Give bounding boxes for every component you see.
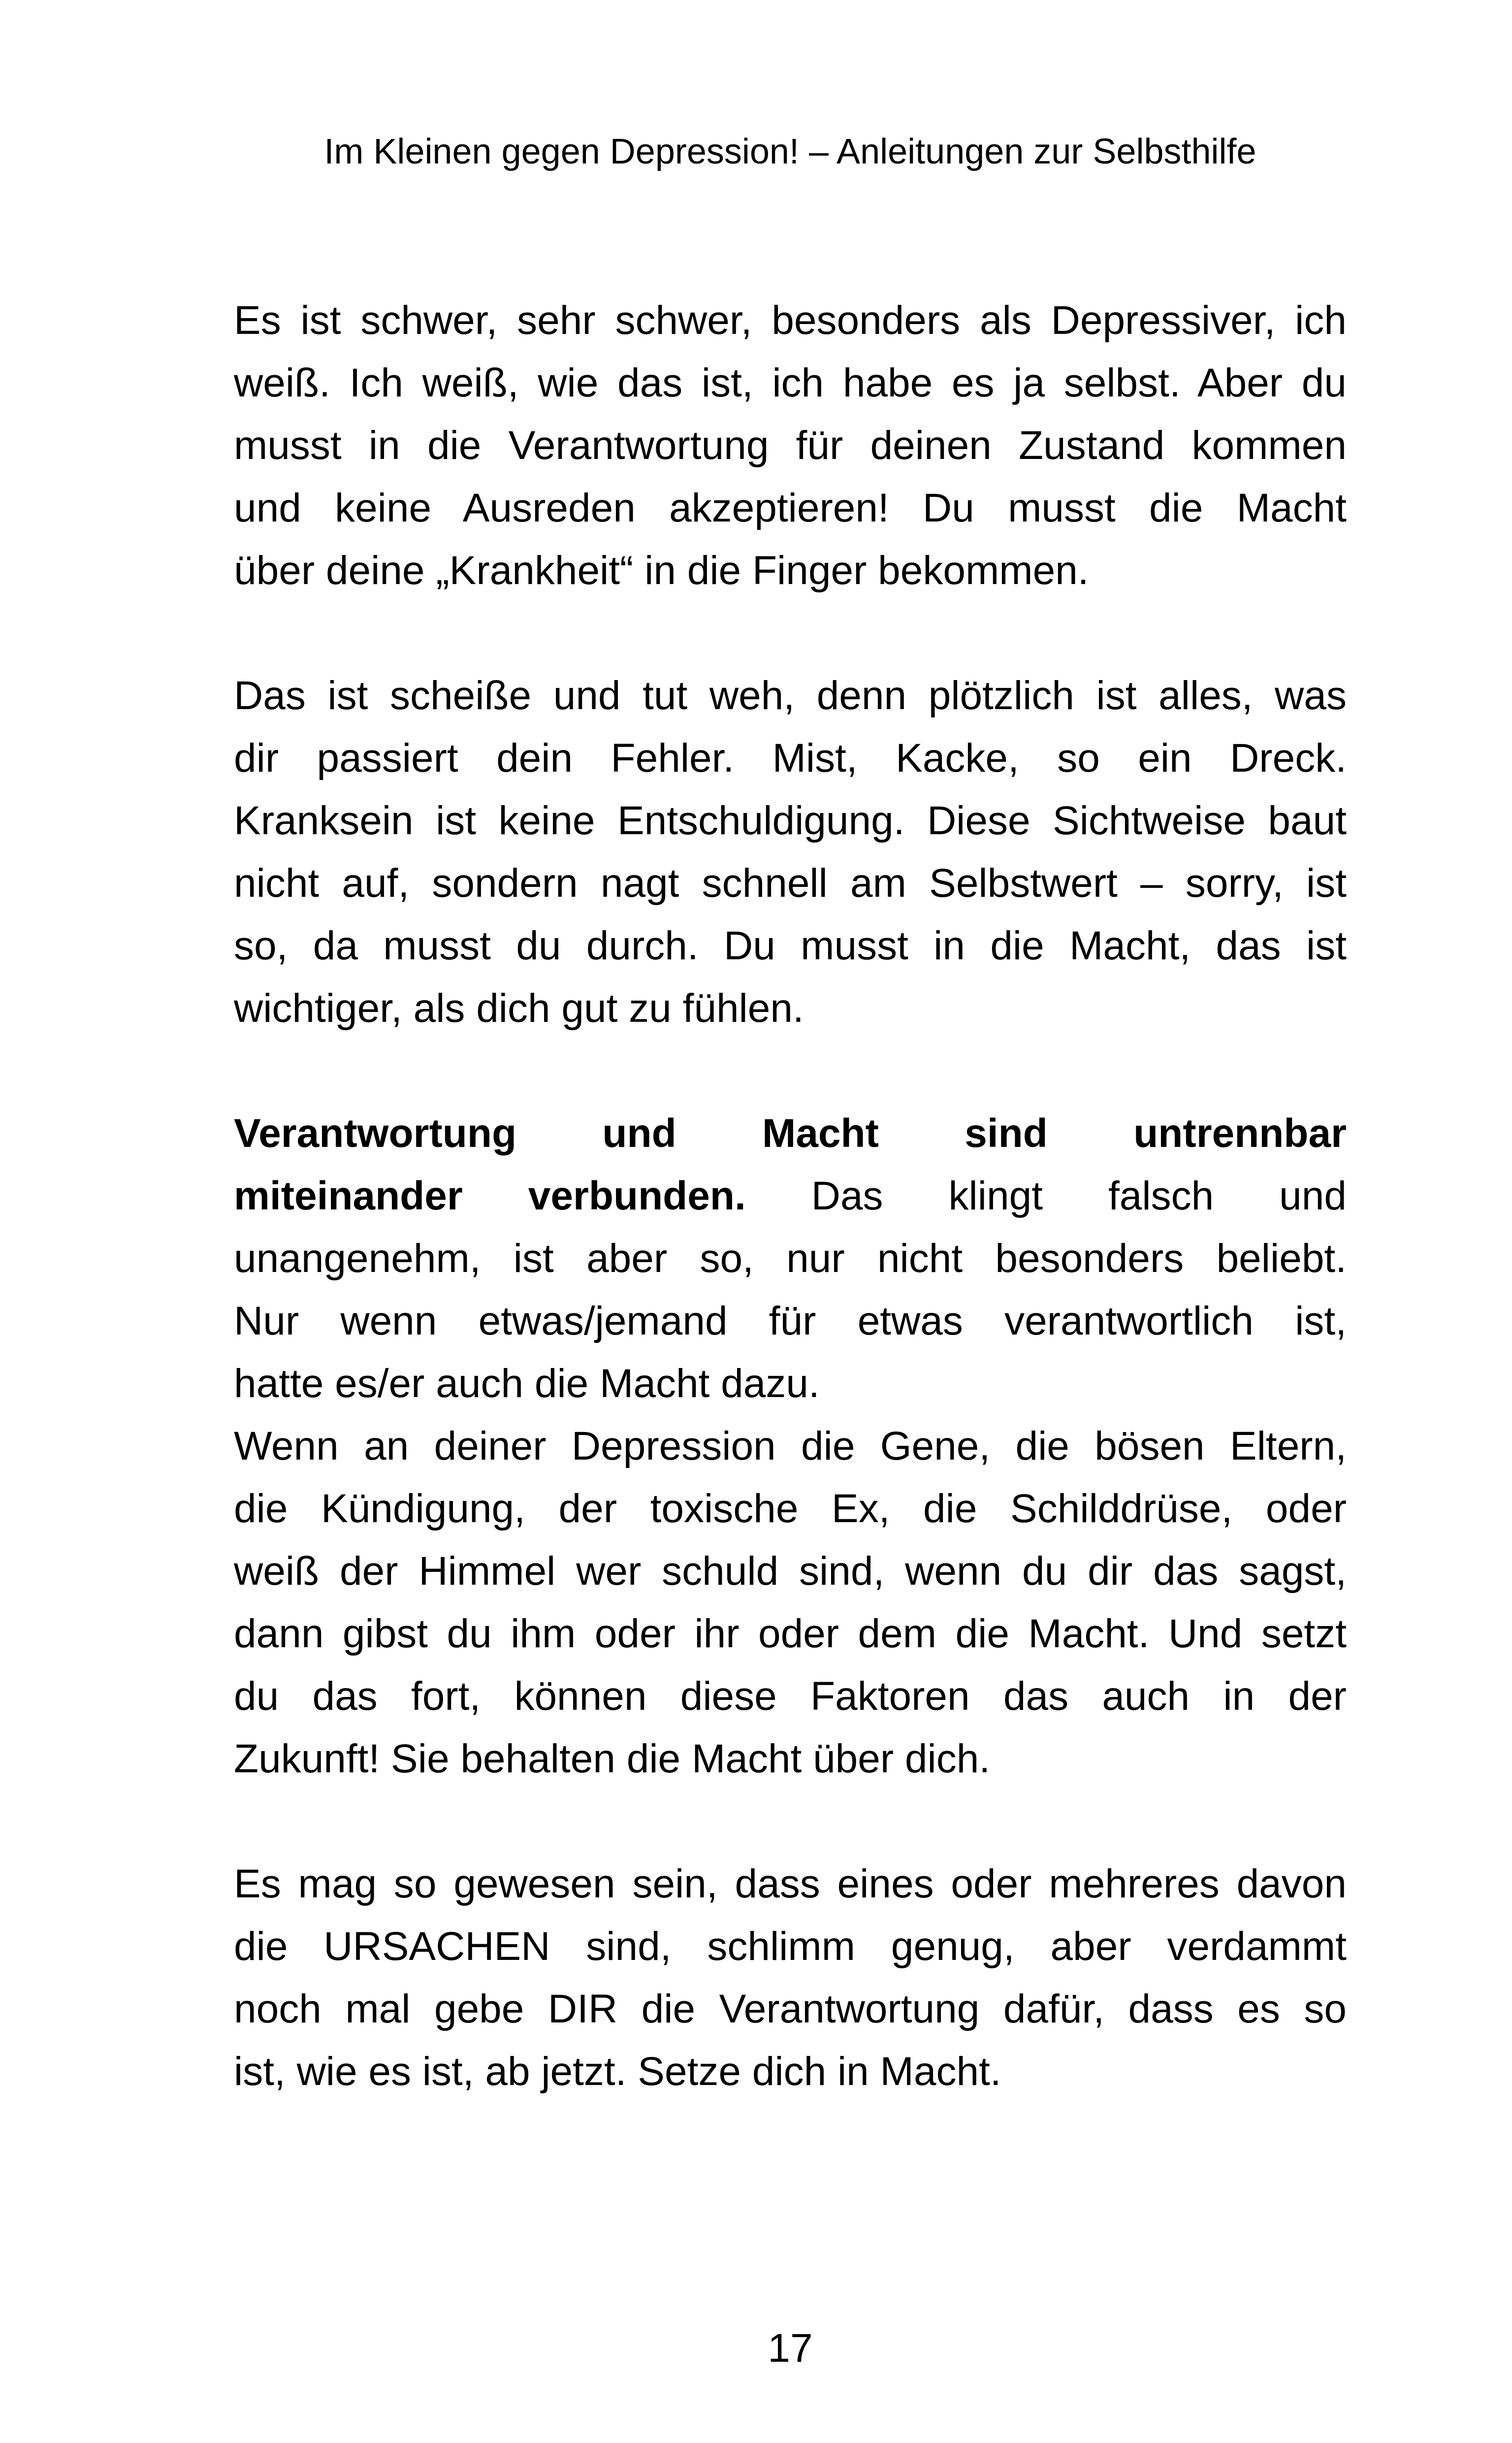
text-line (234, 1227, 1347, 1290)
text-segment: die URSACHEN sind, schlimm genug, aber verdammt (234, 1924, 1347, 1969)
text-segment: musst in die Verantwortung für deinen Zustand kommen (234, 423, 1347, 468)
text-line (234, 1665, 1347, 1727)
text-segment: Nur wenn etwas/jemand für etwas verantwortlich ist, (234, 1299, 1347, 1343)
page-body-text (234, 289, 1347, 2103)
paragraph-1 (234, 289, 1347, 602)
paragraph-3 (234, 1102, 1347, 1415)
text-line (234, 727, 1347, 789)
text-segment: Das klingt falsch und (745, 1173, 1347, 1218)
text-segment: noch mal gebe DIR die Verantwortung dafür, dass es so (234, 1987, 1347, 2031)
text-line (234, 1165, 1347, 1227)
text-line (234, 539, 1347, 602)
paragraph-4 (234, 1415, 1347, 1790)
text-line (234, 1477, 1347, 1540)
text-segment: Es mag so gewesen sein, dass eines oder mehreres davon (234, 1861, 1347, 1906)
text-line (234, 1727, 1347, 1790)
text-segment: weiß der Himmel wer schuld sind, wenn du dir das sagst, (234, 1549, 1347, 1594)
paragraphs (234, 289, 1347, 2103)
running-header: Im Kleinen gegen Depression! – Anleitungen zur Selbsthilfe (324, 132, 1256, 171)
text-segment: Wenn an deiner Depression die Gene, die bösen Eltern, (234, 1424, 1347, 1468)
text-segment: so, da musst du durch. Du musst in die Macht, das ist (234, 923, 1347, 968)
text-segment: und keine Ausreden akzeptieren! Du musst die Macht (234, 486, 1347, 530)
text-segment: Zukunft! Sie behalten die Macht über dich. (234, 1736, 991, 1781)
text-line (234, 789, 1347, 852)
text-line (234, 1415, 1347, 1477)
text-line (234, 977, 1347, 1040)
text-line (234, 352, 1347, 414)
text-line (234, 1602, 1347, 1665)
text-line (234, 1978, 1347, 2040)
text-line (234, 1540, 1347, 1602)
text-line (234, 2040, 1347, 2103)
text-segment: hatte es/er auch die Macht dazu. (234, 1361, 820, 1406)
text-segment: Das ist scheiße und tut weh, denn plötzlich ist alles, was (234, 673, 1347, 718)
text-line (234, 289, 1347, 352)
text-segment: du das fort, können diese Faktoren das auch in der (234, 1674, 1347, 1719)
text-segment: Verantwortung und Macht sind untrennbar (234, 1111, 1347, 1156)
text-segment: dir passiert dein Fehler. Mist, Kacke, so ein Dreck. (234, 736, 1347, 781)
text-line (234, 1915, 1347, 1978)
paragraph-5 (234, 1853, 1347, 2103)
text-segment: nicht auf, sondern nagt schnell am Selbstwert – sorry, ist (234, 861, 1347, 906)
text-segment: ist, wie es ist, ab jetzt. Setze dich in Macht. (234, 2049, 1001, 2094)
text-segment: wichtiger, als dich gut zu fühlen. (234, 986, 804, 1031)
text-segment: miteinander verbunden. (234, 1173, 746, 1218)
text-line (234, 1853, 1347, 1915)
text-segment: unangenehm, ist aber so, nur nicht besonders beliebt. (234, 1236, 1347, 1281)
text-line (234, 414, 1347, 477)
page-number: 17 (768, 2326, 813, 2371)
text-segment: Kranksein ist keine Entschuldigung. Diese Sichtweise baut (234, 798, 1347, 843)
text-line (234, 852, 1347, 914)
text-segment: weiß. Ich weiß, wie das ist, ich habe es ja selbst. Aber du (234, 360, 1347, 405)
text-segment: Es ist schwer, sehr schwer, besonders als Depressiver, ich (234, 298, 1347, 343)
text-line (234, 477, 1347, 539)
text-line (234, 1102, 1347, 1165)
text-line (234, 914, 1347, 977)
text-segment: dann gibst du ihm oder ihr oder dem die Macht. Und setzt (234, 1611, 1347, 1656)
paragraph-2 (234, 664, 1347, 1040)
text-segment: die Kündigung, der toxische Ex, die Schilddrüse, oder (234, 1486, 1347, 1531)
text-line (234, 1352, 1347, 1415)
text-segment: über deine „Krankheit“ in die Finger bekommen. (234, 548, 1089, 593)
text-line (234, 1290, 1347, 1352)
text-line (234, 664, 1347, 727)
